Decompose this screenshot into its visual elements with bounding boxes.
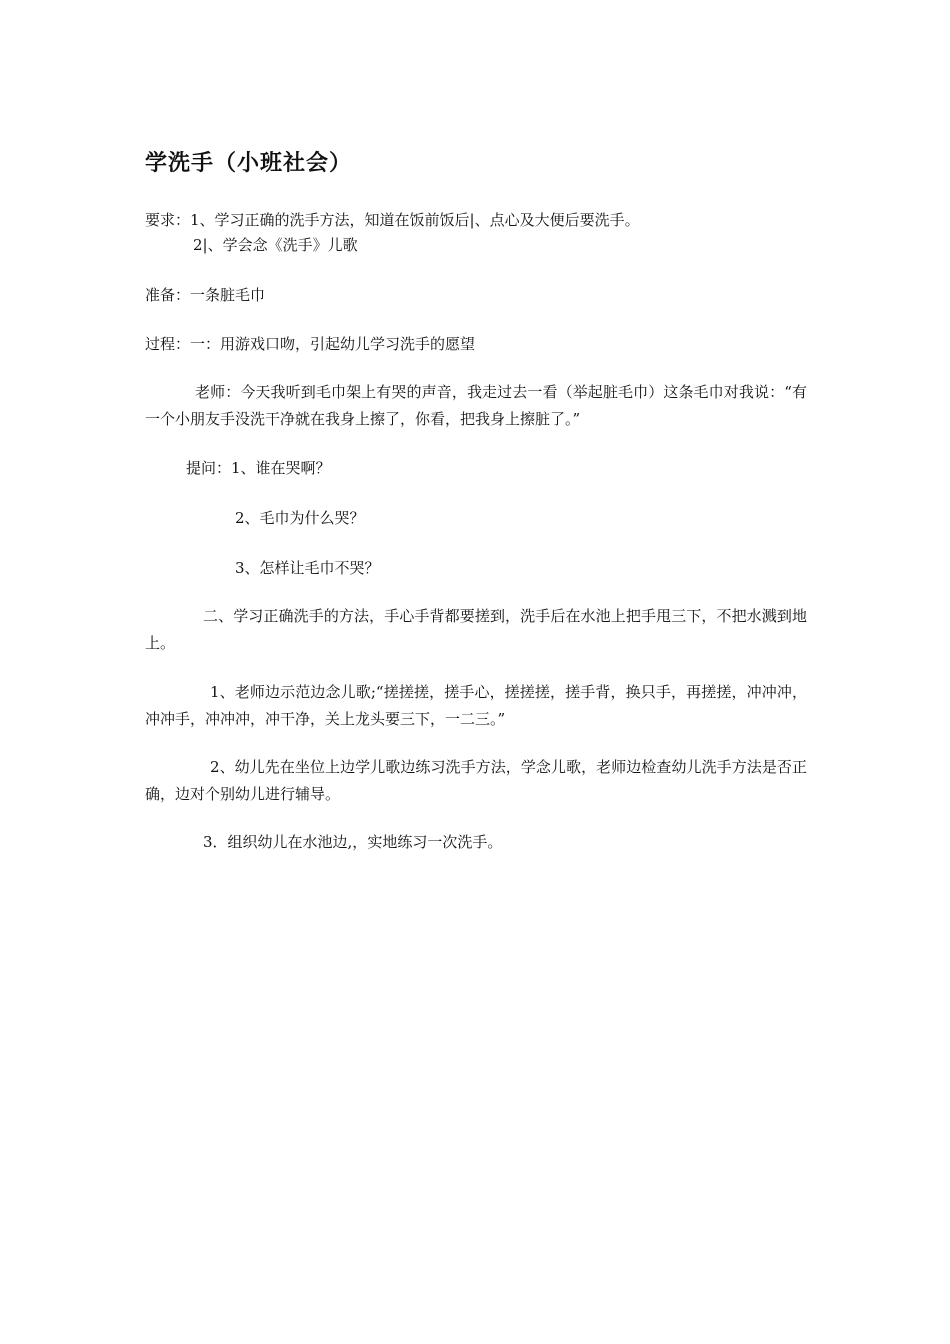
step2-item-3: 3．组织幼儿在水池边,，实地练习一次洗手。 bbox=[203, 833, 503, 851]
requirement-line-2: 2|、学会念《洗手》儿歌 bbox=[193, 236, 358, 254]
step2-item-2: 2、幼儿先在坐位上边学儿歌边练习洗手方法，学念儿歌，老师边检查幼儿洗手方法是否正确，边对个别幼儿进行辅导。 bbox=[145, 758, 807, 803]
question-1: 提问：1、谁在哭啊？ bbox=[186, 459, 331, 477]
process-step1-heading: 过程：一：用游戏口吻，引起幼儿学习洗手的愿望 bbox=[145, 335, 476, 353]
teacher-speech-paragraph: 老师：今天我听到毛巾架上有哭的声音，我走过去一看（举起脏毛巾）这条毛巾对我说：“有一个小朋友手没洗干净就在我身上擦了，你看，把我身上擦脏了。” bbox=[145, 383, 807, 428]
question-2: 2、毛巾为什么哭？ bbox=[235, 509, 365, 527]
preparation-line: 准备：一条脏毛巾 bbox=[145, 286, 266, 304]
document-title: 学洗手（小班社会） bbox=[145, 151, 353, 176]
requirement-line-1: 要求：1、学习正确的洗手方法，知道在饭前饭后|、点心及大便后要洗手。 bbox=[145, 211, 640, 229]
process-step2-heading: 二、学习正确洗手的方法，手心手背都要搓到，洗手后在水池上把手甩三下，不把水溅到地上。 bbox=[145, 607, 807, 652]
question-3: 3、怎样让毛巾不哭？ bbox=[235, 559, 380, 577]
step2-item-1: 1、老师边示范边念儿歌;“搓搓搓，搓手心，搓搓搓，搓手背，换只手，再搓搓，冲冲冲，冲冲手，冲冲冲，冲干净，关上龙头要三下，一二三。” bbox=[145, 683, 807, 728]
